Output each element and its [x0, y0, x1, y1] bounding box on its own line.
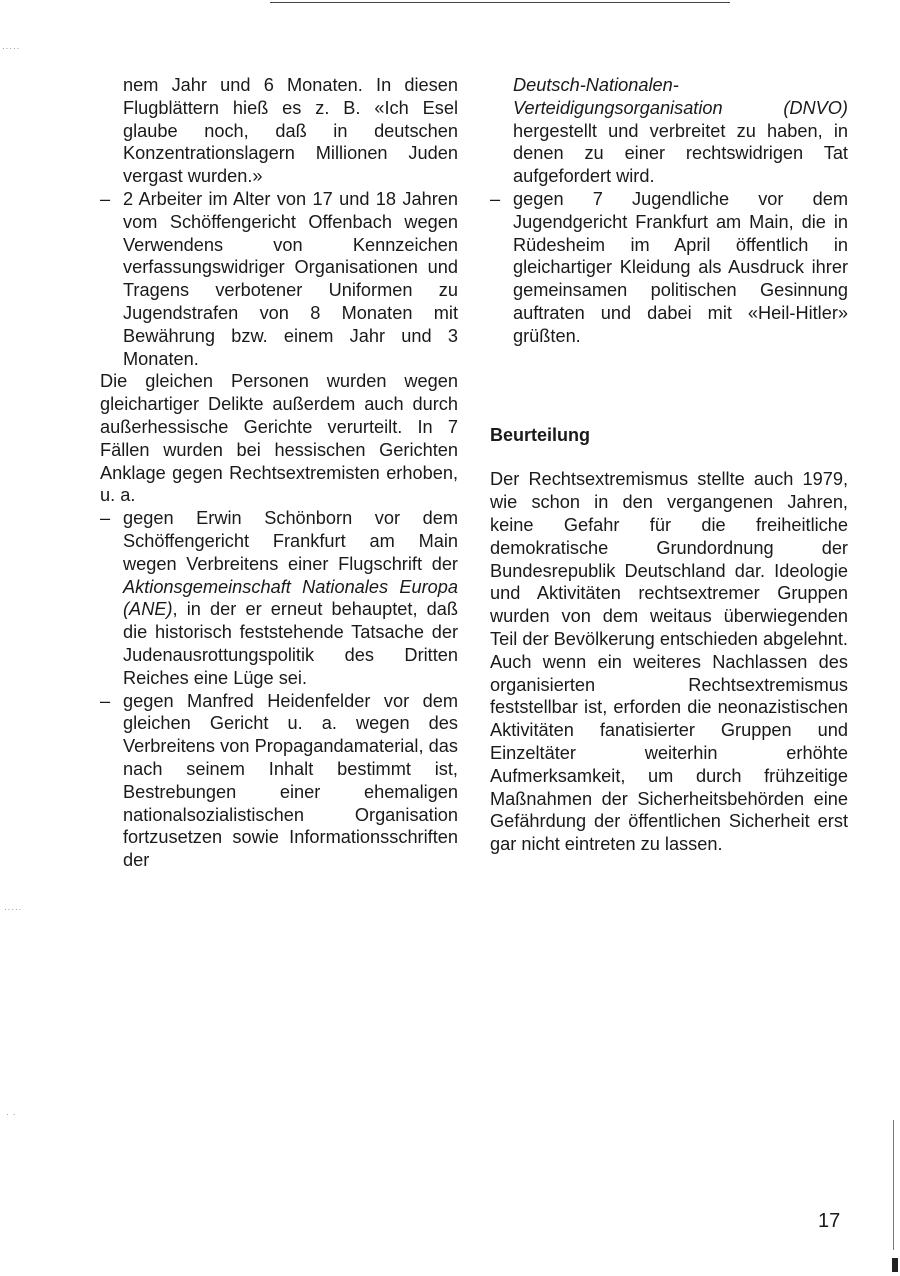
section-heading: Beurteilung	[490, 424, 591, 445]
top-rule	[270, 2, 730, 3]
list-item-text: hergestellt und verbreitet zu haben, in denen zu einer rechtswidrigen Tat aufgefordert wird.	[513, 120, 848, 187]
list-item	[100, 188, 458, 370]
dash-bullet: –	[100, 188, 111, 209]
dash-bullet: –	[490, 188, 501, 209]
list-item-text: gegen 7 Jugendliche vor dem Jugendgericht Frankfurt am Main, die in Rüdesheim im April öffentlich in gleichartiger Kleidung als Ausdruck ihrer gemeinsamen politischen Gesinnung auftraten und dabei mit «Heil-Hitler» grüßten.	[513, 188, 848, 346]
dash-bullet: –	[100, 508, 111, 529]
list-item-text: gegen Manfred Heidenfelder vor dem gleichen Gericht u. a. wegen des Verbreitens von Propagandamaterial, das nach seinem Inhalt bestimmt ist, Bestrebungen einer ehemaligen nationalsozialistischen Organisation fortzusetzen sowie Informationsschriften der	[123, 690, 458, 871]
paragraph: Auch wenn ein weiteres Nachlassen des organisierten Rechtsextremismus feststellbar ist, erforden die neonazistischen Aktivitäten fanatisierter Gruppen und Einzeltäter weiterhin erhöhte Aufmerksamkeit, um durch frühzeitige Maßnahmen der Sicherheitsbehörden eine Gefährdung der öffentlichen Sicherheit erst gar nicht eintreten zu lassen.	[490, 651, 848, 855]
left-column	[100, 74, 458, 872]
list-item-text: , in der er erneut behauptet, daß die historisch feststehende Tatsache der Judenausrottungspolitik des Dritten Reiches eine Lüge sei.	[123, 599, 458, 688]
scan-edge-line	[893, 1120, 894, 1250]
scan-mark: · ·	[6, 1110, 17, 1119]
list-item	[100, 507, 458, 689]
paragraph: Der Rechtsextremismus stellte auch 1979, wie schon in den vergangenen Jahren, keine Gefahr für die freiheitliche demokratische Grundordnung der Bundesrepublik Deutschland dar. Ideologie und Aktivitäten rechtsextremer Gruppen wurden von dem weitaus überwiegenden Teil der Bevölkerung entschieden abgelehnt.	[490, 469, 848, 649]
list-item	[490, 188, 848, 348]
scan-mark: ·····	[4, 905, 23, 914]
list-item-continuation	[490, 74, 848, 188]
dash-bullet: –	[100, 690, 111, 711]
intro-continuation: nem Jahr und 6 Monaten. In diesen Flugblättern hieß es z. B. «Ich Esel glaube noch, daß in deutschen Konzentrationslagern Millionen Juden vergast wurden.»	[123, 75, 458, 187]
organisation-name: Deutsch-Nationalen-Verteidigungsorganisation (DNVO)	[513, 75, 848, 118]
right-column	[490, 74, 848, 856]
organisation-name: Aktionsgemeinschaft Nationales Europa (ANE)	[123, 576, 458, 620]
paragraph: Die gleichen Personen wurden wegen gleichartiger Delikte außerdem auch durch außerhessische Gerichte verurteilt. In 7 Fällen wurden bei hessischen Gerichten Anklage gegen Rechtsextremisten erhoben, u. a.	[100, 371, 458, 506]
list-item	[100, 690, 458, 872]
list-item-text: gegen Erwin Schönborn vor dem Schöffengericht Frankfurt am Main wegen Verbreitens einer Flugschrift der	[123, 508, 458, 574]
page-number: 17	[818, 1210, 841, 1232]
list-item-text: 2 Arbeiter im Alter von 17 und 18 Jahren vom Schöffengericht Offenbach wegen Verwendens von Kennzeichen verfassungswidriger Organisationen und Tragens verbotener Uniformen zu Jugendstrafen von 8 Monaten mit Bewährung bzw. einem Jahr und 3 Monaten.	[123, 188, 458, 369]
scan-mark: ·····	[2, 44, 21, 53]
scan-edge-mark	[892, 1258, 898, 1272]
